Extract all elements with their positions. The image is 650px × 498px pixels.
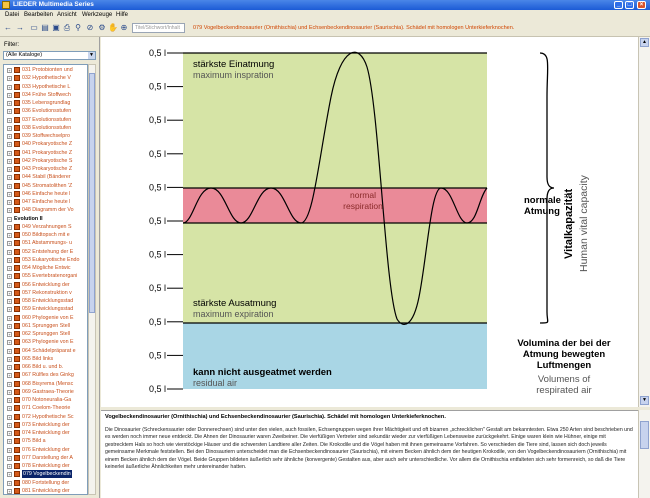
window-title: LIEDER Multimedia Series	[13, 1, 94, 8]
tree-item[interactable]	[4, 173, 88, 181]
expand-icon[interactable]: +	[8, 84, 11, 90]
volumes-line2: respirated air	[536, 385, 592, 396]
tree-item-label: 077 Darstellung der A	[22, 454, 73, 461]
tree-item-label: 044 Stabil (Bänderer	[22, 174, 71, 181]
tree-item[interactable]	[4, 248, 88, 256]
volumina-line2: Atmung bewegten	[522, 349, 606, 360]
tree-item-label: 050 Bildtopsch mit e	[22, 232, 70, 238]
expand-icon[interactable]: +	[8, 398, 11, 403]
inspiration-subtitle: maximum inspration	[193, 70, 274, 80]
book-icon	[14, 232, 20, 238]
tree-item[interactable]	[4, 107, 88, 115]
y-tick-label: 0,5 l	[149, 316, 167, 327]
tree-item-label: 058 Entwicklungsstad	[22, 298, 74, 304]
tree-item-label: 080 Fortstellung der	[22, 479, 70, 486]
expand-icon[interactable]: +	[8, 472, 11, 478]
filter-value: (Alle Kataloge)	[6, 52, 43, 58]
tree-item-label: 067 Rülfles des Ginkg	[22, 372, 74, 379]
volumes-line1: Volumens of	[537, 374, 591, 385]
tree-item-label: 074 Entwicklung der	[22, 430, 70, 436]
tree-item-label: 049 Verzahnungen S	[22, 223, 72, 230]
tree-item-label: 068 Bisyrema (Mensc	[22, 380, 74, 387]
expand-icon[interactable]: +	[8, 266, 11, 271]
book-icon	[14, 339, 20, 345]
tree-item-label: 063 Phylogenie von E	[22, 339, 74, 346]
tree-item-label: 060 Phylogenie von E	[22, 314, 74, 321]
tree-item-label: 046 Einfache heute l	[22, 190, 71, 197]
expand-icon[interactable]: +	[8, 406, 11, 412]
expand-icon[interactable]: +	[8, 117, 11, 123]
hand-tool-icon[interactable]: ✋	[108, 23, 118, 32]
expand-icon[interactable]: +	[8, 109, 11, 115]
book-icon	[14, 306, 20, 312]
tree-item[interactable]	[4, 347, 88, 355]
tree-item-label: 041 Prokaryotische Z	[22, 149, 73, 156]
expand-icon[interactable]: +	[8, 381, 11, 387]
tree-item-label: 055 Evertebratenorgani	[22, 273, 78, 280]
book-icon	[14, 356, 20, 362]
book-icon	[14, 480, 20, 486]
expand-icon[interactable]: +	[8, 455, 11, 461]
book-icon	[14, 75, 20, 81]
tree-item[interactable]	[4, 380, 88, 388]
expand-icon[interactable]: +	[8, 224, 11, 230]
book-icon	[14, 117, 20, 123]
expand-icon[interactable]: +	[8, 76, 11, 82]
tree-item-label: 053 Eukaryotische Endo	[22, 256, 80, 263]
app-icon	[2, 1, 10, 9]
tree-item[interactable]	[4, 198, 88, 206]
expand-icon[interactable]: +	[8, 200, 11, 205]
description-panel	[101, 410, 638, 498]
maximize-button[interactable]: □	[625, 1, 634, 9]
tree-item[interactable]	[4, 355, 88, 363]
book-icon	[14, 323, 20, 329]
book-icon	[14, 331, 20, 337]
expand-icon[interactable]: +	[8, 340, 11, 346]
y-tick-label: 0,5 l	[149, 350, 167, 361]
description-body: Die Dinosaurier (Schreckensaurier oder Donnerechsen) sind unter den vielen, auch fossilen, Echsengruppen wegen ihrer Mächtigkeit und oft bizarren „schrecklichen" Gestalt am bekanntesten. Etwa 250 Arten sind beschrieben und es werden noch immer neue entdeckt. Die Ahnen der Dinosaurier waren Zweibeiner. Die vierfüßigen Vertreter sind sekundär wieder zur vierfüßigen Lebensweise zurückgekehrt. Einige waren klein wie Hühner, einige mit gestrecktem Hals so hoch wie vierstöckige Häuser und die schwersten Landtiere aller Zeiten. Die Krokodile und die Vögel haben mit ihnen gemeinsame Vorfahren. So verschieden die Tiere sind, lassen sich doch jeweils gemeinsame Merkmale feststellen. Bei den Dinosauriern unterscheidet man die Echsenbeckendinosaurier (Saurischia), mit einem Becken ähnlich dem der heutigen Krokodile, von den Vogelbeckendinosauriern (Ornithischia) mit einem Becken ähnlich dem der Vögel. Beide Gruppen bildeten äußerlich sehr ähnliche (konvergente) Gestalten aus, aber auch sehr unterschiedliche. Vor allem die Ornithischia entfalteten sich sehr formenreich, so daß die Tiere keinerlei äußerliche Ähnlichkeiten mehr untereinander hatten.	[105, 427, 633, 471]
close-button[interactable]: ×	[637, 1, 646, 9]
tree-item[interactable]	[4, 116, 88, 124]
chevron-down-icon[interactable]: ▼	[89, 52, 94, 58]
expand-icon[interactable]: +	[8, 282, 11, 288]
book-icon	[14, 133, 20, 139]
book-icon	[14, 84, 20, 90]
book-icon	[14, 273, 20, 279]
book-icon	[14, 397, 20, 403]
book-icon	[14, 447, 20, 453]
book-icon	[14, 191, 20, 197]
book-icon	[14, 108, 20, 114]
tree-item[interactable]	[4, 314, 88, 322]
expand-icon[interactable]: +	[8, 323, 11, 329]
tree-item[interactable]	[4, 437, 88, 445]
tree-item[interactable]	[4, 281, 88, 289]
menu-ansicht[interactable]: Ansicht	[57, 12, 77, 18]
normal-breathing-line2: Atmung	[524, 206, 560, 217]
search-input[interactable]: Titel/Stichwort/Inhalt	[132, 23, 185, 33]
tree-item[interactable]	[4, 239, 88, 247]
book-icon	[14, 207, 20, 213]
expand-icon[interactable]: +	[8, 464, 11, 469]
y-tick-label: 0,5 l	[149, 283, 167, 294]
tree-item-label: 076 Entwicklung der	[22, 446, 70, 453]
tree-item[interactable]	[4, 396, 88, 404]
tree-item[interactable]	[4, 157, 88, 165]
expand-icon[interactable]: +	[8, 315, 11, 321]
expand-icon[interactable]: +	[8, 142, 11, 148]
tree-scroll-thumb[interactable]	[89, 73, 95, 313]
diagram-view	[101, 37, 638, 407]
stop-icon[interactable]: ⊘	[86, 23, 94, 32]
book-icon	[14, 282, 20, 288]
tree-item-label: 081 Entwicklung der	[22, 487, 70, 494]
tree-item-label: 043 Prokaryotische Z	[22, 166, 73, 172]
book-icon	[14, 381, 20, 387]
expiration-title: stärkste Ausatmung	[193, 298, 277, 309]
menu-datei[interactable]: Datei	[5, 12, 20, 18]
expand-icon[interactable]: +	[8, 208, 11, 214]
tree-item-label: 040 Prokaryotische Z	[22, 141, 73, 148]
respiration-label-line1: normal	[350, 190, 376, 200]
tree-item-label: 066 Bild u. und b.	[22, 364, 64, 370]
description-scrollbar[interactable]	[638, 410, 650, 498]
book-icon	[14, 298, 20, 304]
expand-icon[interactable]: +	[8, 158, 11, 164]
tree-item[interactable]	[4, 289, 88, 297]
tree-item-label: 078 Entwicklung der	[22, 463, 70, 469]
y-tick-label: 0,5 l	[149, 48, 167, 58]
book-icon	[14, 463, 20, 469]
book-icon	[14, 224, 20, 230]
book-icon	[14, 422, 20, 428]
y-tick-label: 0,5 l	[149, 115, 167, 126]
tree-item[interactable]	[4, 429, 88, 437]
volumina-line1: Volumina der bei der	[517, 338, 611, 349]
tree-item[interactable]	[4, 413, 88, 421]
tree-item-label: 064 Schädelpräparat e	[22, 347, 76, 354]
minimize-button[interactable]: _	[614, 1, 623, 9]
tree-item[interactable]	[4, 149, 88, 157]
expand-icon[interactable]: +	[8, 389, 11, 395]
menu-hilfe[interactable]: Hilfe	[116, 12, 129, 18]
tree-item[interactable]	[4, 421, 88, 429]
tree-item-label: 073 Entwicklung der	[22, 421, 70, 428]
tree-item-label: 034 Frühe Stoffwech	[22, 91, 71, 98]
y-tick-label: 0,5 l	[149, 148, 167, 159]
expand-icon[interactable]: +	[8, 249, 11, 255]
tree-item[interactable]	[4, 487, 88, 495]
expand-icon[interactable]: +	[8, 274, 11, 280]
expand-icon[interactable]: +	[8, 134, 11, 139]
expand-icon[interactable]: +	[8, 125, 11, 131]
book-icon	[14, 92, 20, 98]
zoom-icon[interactable]: ⊕	[120, 23, 128, 32]
expand-icon[interactable]: +	[8, 414, 11, 420]
tree-item[interactable]	[4, 231, 88, 239]
expand-icon[interactable]: +	[8, 290, 11, 296]
tree-item-label: 048 Diagramm der Vo	[22, 207, 74, 214]
tree-item[interactable]	[4, 363, 88, 371]
tree-item-label: 033 Hypothetische L	[22, 83, 71, 90]
book-icon	[14, 249, 20, 255]
tree-item[interactable]	[4, 338, 88, 346]
book-icon	[14, 438, 20, 444]
expand-icon[interactable]: +	[8, 348, 11, 354]
forward-arrow-icon[interactable]: →	[16, 23, 24, 32]
tree-item[interactable]	[4, 132, 88, 140]
open-folder-icon[interactable]: ▤	[41, 23, 49, 32]
print-icon[interactable]: ⎙	[63, 23, 71, 32]
tree-item[interactable]	[4, 297, 88, 305]
tree-item[interactable]	[4, 264, 88, 272]
tree-item-label: 035 Lebensgrundlag	[22, 100, 71, 106]
tree-item-label: 070 Notoneuralia-Ga	[22, 397, 72, 403]
scroll-down-icon[interactable]: ▼	[640, 396, 649, 405]
tree-item[interactable]	[4, 99, 88, 107]
tree-item[interactable]	[4, 272, 88, 280]
respiration-label-line2: respiration	[343, 201, 383, 211]
tree-item-label: 045 Stromatolithen 'Z	[22, 182, 73, 189]
tree-item[interactable]	[4, 470, 88, 478]
tree-item-label: Evolution II	[14, 215, 43, 222]
vital-capacity-de: Vitalkapazität	[563, 188, 575, 259]
tree-item[interactable]	[4, 140, 88, 148]
tree-item-label: 057 Rekonstruktion v	[22, 289, 72, 296]
y-tick-label: 0,5 l	[149, 216, 167, 226]
binoculars-icon[interactable]: ⚲	[75, 23, 81, 32]
expand-icon[interactable]: +	[8, 175, 11, 181]
expand-icon[interactable]: +	[8, 480, 11, 486]
menu-bar	[0, 10, 650, 20]
inspiration-title: stärkste Einatmung	[193, 59, 275, 70]
expand-icon[interactable]: +	[8, 233, 11, 238]
book-icon	[14, 199, 20, 205]
tree-section[interactable]	[4, 215, 88, 223]
tree-item-label: 042 Prokaryotische S	[22, 157, 73, 164]
book-icon	[14, 158, 20, 164]
vital-capacity-brace	[540, 53, 554, 323]
tree-item[interactable]	[4, 83, 88, 91]
tree-item-label: 032 Hypothetische V	[22, 75, 71, 82]
expand-icon[interactable]: +	[8, 373, 11, 379]
tree-scrollbar[interactable]	[88, 64, 96, 495]
y-axis-ticks	[149, 48, 183, 394]
volumina-line3: Luftmengen	[536, 360, 592, 371]
tree-item-label: 071 Coelom-Theorie	[22, 405, 71, 412]
description-heading: Vogelbeckendinosaurier (Ornithischia) und Echsenbeckendinosaurier (Saurischia). Schädel mit homologen Unterkieferknochen.	[105, 414, 446, 420]
lung-volume-diagram	[101, 37, 638, 407]
tree-item[interactable]	[4, 404, 88, 412]
y-tick-label: 0,5 l	[149, 384, 167, 394]
expand-icon[interactable]: +	[8, 92, 11, 98]
book-icon	[14, 364, 20, 370]
expand-icon[interactable]: +	[8, 365, 11, 370]
settings-icon[interactable]: ⚙	[98, 23, 106, 32]
menu-werkzeuge[interactable]: Werkzeuge	[82, 12, 113, 18]
tree-item[interactable]	[4, 182, 88, 190]
y-tick-label: 0,5 l	[149, 182, 167, 193]
expand-icon[interactable]: +	[8, 439, 11, 445]
expand-icon[interactable]: +	[8, 447, 11, 453]
new-document-icon[interactable]: ▭	[30, 23, 38, 32]
tree-item[interactable]	[4, 330, 88, 338]
tree-item[interactable]	[4, 446, 88, 454]
book-icon	[14, 265, 20, 271]
book-icon	[14, 488, 20, 494]
expand-icon[interactable]: +	[8, 356, 11, 362]
tree-item-label: 036 Evolutionsstufen	[22, 108, 72, 115]
expand-icon[interactable]: +	[8, 183, 11, 189]
book-icon	[14, 100, 20, 106]
book-icon	[14, 290, 20, 296]
tree-item[interactable]	[4, 322, 88, 330]
back-arrow-icon[interactable]: ←	[4, 23, 12, 32]
book-icon	[14, 405, 20, 411]
tree-item-label: 072 Hypothetische Sc	[22, 413, 74, 420]
tree-item-label: 039 Stoffwechselpro	[22, 133, 70, 139]
save-icon[interactable]: ▣	[52, 23, 60, 32]
expand-icon[interactable]: +	[8, 332, 11, 337]
book-icon	[14, 166, 20, 172]
tree-item[interactable]	[4, 124, 88, 132]
tree-item[interactable]	[4, 206, 88, 214]
tree-item-label: 037 Evolutionsstufen	[22, 116, 72, 123]
menu-bearbeiten[interactable]: Bearbeiten	[24, 12, 54, 18]
tree-item-label: 065 Bild links	[22, 355, 54, 362]
expand-icon[interactable]: +	[8, 431, 11, 436]
filter-dropdown[interactable]	[3, 51, 96, 60]
vital-capacity-en: Human vital capacity	[578, 175, 590, 272]
collapse-icon[interactable]: −	[8, 216, 11, 222]
y-tick-label: 0,5 l	[149, 249, 167, 260]
expand-icon[interactable]: +	[8, 68, 11, 73]
residual-subtitle: residual air	[193, 378, 238, 388]
tree-item-label: 031 Protobionten und	[22, 67, 73, 73]
tree-item[interactable]	[4, 190, 88, 198]
tree-item-label: 061 Sprunggen Stell	[22, 322, 71, 329]
expand-icon[interactable]: +	[8, 422, 11, 428]
expand-icon[interactable]: +	[8, 150, 11, 156]
description-scroll-thumb[interactable]	[640, 421, 649, 449]
book-icon	[14, 174, 20, 180]
zone-normal-respiration	[183, 188, 487, 223]
book-icon	[14, 455, 20, 461]
book-icon	[14, 125, 20, 131]
book-icon	[14, 414, 20, 420]
tree-item[interactable]	[4, 74, 88, 82]
content-scrollbar[interactable]	[638, 37, 650, 407]
book-icon	[14, 430, 20, 436]
tree-item-label: 059 Entwicklungsstad	[22, 306, 74, 313]
book-icon	[14, 257, 20, 263]
filter-label: Filter:	[4, 42, 19, 48]
tree-item[interactable]	[4, 66, 88, 74]
tree-item[interactable]	[4, 371, 88, 379]
tree-item[interactable]	[4, 223, 88, 231]
tree-item[interactable]	[4, 462, 88, 470]
tree-item-label: 054 Mögliche Entwic	[22, 265, 71, 271]
book-icon	[14, 471, 20, 477]
tree-item[interactable]	[4, 165, 88, 173]
book-icon	[14, 348, 20, 354]
book-icon	[14, 372, 20, 378]
catalog-tree	[3, 64, 88, 495]
tree-item[interactable]	[4, 91, 88, 99]
y-tick-label: 0,5 l	[149, 81, 167, 92]
tree-item-label: 056 Entwicklung der	[22, 281, 70, 288]
book-icon	[14, 150, 20, 156]
tree-item-label: 079 Vogelbeckendin	[23, 471, 71, 478]
title-bar	[0, 0, 650, 10]
catalog-panel	[0, 37, 100, 498]
expand-icon[interactable]: +	[8, 488, 11, 494]
expand-icon[interactable]: +	[8, 307, 11, 313]
tree-item-label: 051 Abstammungs- u	[22, 240, 73, 247]
tree-item[interactable]	[4, 256, 88, 264]
tree-item-label: 047 Einfache heute l	[22, 199, 71, 205]
book-icon	[14, 67, 20, 73]
tree-item[interactable]	[4, 454, 88, 462]
tree-item-label: 075 Bild a	[22, 438, 46, 445]
book-icon	[14, 141, 20, 147]
toolbar	[0, 20, 650, 37]
expand-icon[interactable]: +	[8, 101, 11, 106]
tree-item-label: 069 Gastraea-Theorie	[22, 388, 74, 395]
expand-icon[interactable]: +	[8, 167, 11, 172]
book-icon	[14, 389, 20, 395]
expand-icon[interactable]: +	[8, 257, 11, 263]
tree-item[interactable]	[4, 479, 88, 487]
book-icon	[14, 183, 20, 189]
normal-breathing-line1: normale	[524, 195, 561, 206]
residual-title: kann nicht ausgeatmet werden	[193, 367, 332, 378]
tree-item[interactable]	[4, 305, 88, 313]
expand-icon[interactable]: +	[8, 191, 11, 197]
book-icon	[14, 240, 20, 246]
expiration-subtitle: maximum expiration	[193, 309, 274, 319]
scroll-up-icon[interactable]: ▲	[640, 38, 649, 47]
expand-icon[interactable]: +	[8, 241, 11, 247]
tree-item-label: 052 Entstehung der E	[22, 248, 74, 255]
tree-item-label: 038 Evolutionsstufen	[22, 124, 72, 131]
document-title: 079 Vogelbeckendinosaurier (Ornithischia) und Echsenbeckendinosaurier (Saurischia). Schädel mit homologen Unterkieferknochen.	[193, 25, 515, 31]
book-icon	[14, 315, 20, 321]
tree-item-label: 062 Sprunggen Stell	[22, 331, 71, 337]
tree-item[interactable]	[4, 388, 88, 396]
expand-icon[interactable]: +	[8, 299, 11, 304]
